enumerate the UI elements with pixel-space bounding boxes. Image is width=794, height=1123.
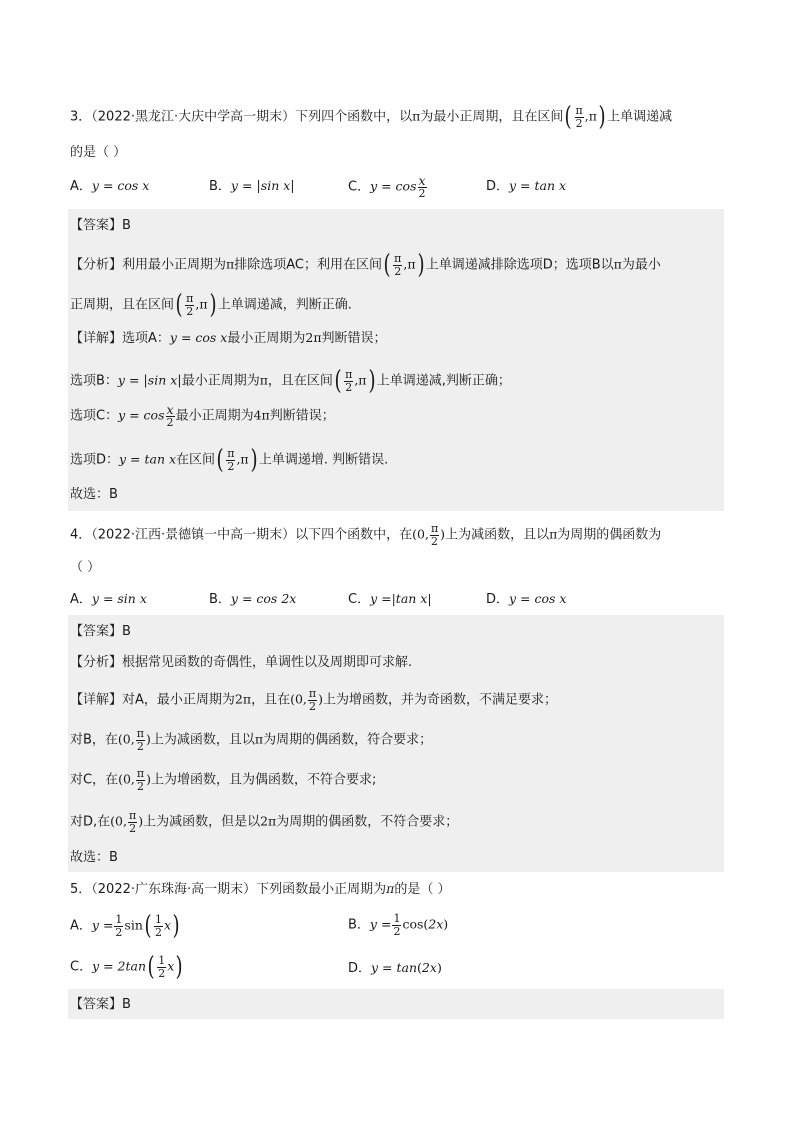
detail-text: 判断错误； xyxy=(321,331,387,346)
detail-text: 选项C： xyxy=(70,408,119,424)
right-paren: ) xyxy=(368,366,376,396)
denominator: 2 xyxy=(186,304,194,318)
q4-detail-c xyxy=(70,768,376,792)
right-paren: ) xyxy=(172,911,180,941)
pi-symbol: π xyxy=(254,731,264,747)
fraction-pi-over-2 xyxy=(308,688,317,712)
denominator: 2 xyxy=(227,459,235,473)
detail-text: ，且在区间 xyxy=(267,373,333,389)
detail-math: y = tan x xyxy=(119,451,177,467)
numerator: π xyxy=(430,522,439,535)
numerator: π xyxy=(136,767,145,780)
numerator: π xyxy=(227,446,235,460)
q3-detail-b xyxy=(70,368,511,394)
option-math: y = cos x xyxy=(91,178,150,193)
q3-stem-text: 3．（2022·黑龙江·大庆中学高一期末）下列四个函数中，以 xyxy=(70,109,413,125)
option-math: y = cos 2x xyxy=(230,591,297,606)
q3-stem-text: 上单调递减 xyxy=(607,109,673,125)
left-paren: ( xyxy=(417,960,422,975)
analysis-text: 正周期，且在区间 xyxy=(70,297,175,313)
numerator: π xyxy=(575,103,583,117)
interval-end: ) xyxy=(318,691,324,707)
detail-text: 最小正周期为 xyxy=(175,408,254,424)
denominator: 2 xyxy=(115,925,123,939)
numerator: π xyxy=(186,291,194,305)
interval-start: (0, xyxy=(412,526,429,542)
option-math: y = 2tan xyxy=(92,958,147,974)
pi-symbol: π xyxy=(549,526,558,542)
interval-end: ) xyxy=(145,731,151,747)
q4-choose xyxy=(70,851,118,864)
choose-text: 故选：B xyxy=(70,850,118,865)
option-math: y = tan x xyxy=(509,178,567,193)
fraction-pi-over-2 xyxy=(136,768,145,792)
detail-text: 上为减函数，且以 xyxy=(150,732,255,748)
analysis-text: 为最小 xyxy=(621,257,661,273)
fraction-one-half xyxy=(154,914,163,938)
detail-text: 选项B： xyxy=(70,373,118,389)
interval-end: ) xyxy=(146,771,152,787)
left-paren: ( xyxy=(564,102,572,132)
fraction-pi-over-2 xyxy=(344,369,353,393)
variable: x xyxy=(164,917,172,933)
interval-start: (0, xyxy=(290,691,307,707)
answer-text: 【答案】B xyxy=(70,997,131,1012)
abs-bar: | xyxy=(177,373,182,389)
q3-option-b xyxy=(209,180,295,193)
q3-answer xyxy=(70,219,131,232)
left-paren: ( xyxy=(216,445,224,475)
q5-option-b xyxy=(348,913,448,937)
fraction-one-half xyxy=(157,955,166,979)
option-label: D． xyxy=(348,961,372,976)
fraction-pi-over-2 xyxy=(575,105,584,129)
q3-stem-line1 xyxy=(70,104,672,130)
numerator: 1 xyxy=(115,912,123,926)
q4-option-d xyxy=(486,593,566,606)
detail-math: y = cos x xyxy=(169,330,228,345)
denominator: 2 xyxy=(136,739,144,753)
left-paren: ( xyxy=(144,911,152,941)
q4-option-b xyxy=(209,593,296,606)
numerator: π xyxy=(394,251,402,265)
denominator: 2 xyxy=(129,821,137,835)
option-math: y = cos xyxy=(370,178,417,194)
answer-text: 【答案】B xyxy=(70,624,131,639)
denominator: 2 xyxy=(137,779,144,793)
detail-text: 为周期的偶函数，符合要求； xyxy=(263,732,433,748)
right-paren: ) xyxy=(443,916,449,932)
denominator: 2 xyxy=(575,116,583,130)
q3-option-a xyxy=(70,180,149,193)
analysis-text: 排除选项AC；利用在区间 xyxy=(234,257,382,273)
option-label: A． xyxy=(70,918,92,934)
denominator: 2 xyxy=(345,380,353,394)
interval-start: (0, xyxy=(110,813,127,829)
q3-stem-text: 为最小正周期，且在区间 xyxy=(420,109,564,125)
choose-text: 故选：B xyxy=(70,487,118,502)
detail-text: 为周期的偶函数，不符合要求； xyxy=(276,814,459,830)
denominator: 2 xyxy=(418,187,426,201)
q4-stem-text: 为周期的偶函数为 xyxy=(557,527,662,543)
q4-detail-d xyxy=(70,810,458,834)
q3-option-c xyxy=(348,174,428,200)
option-math: y = tan xyxy=(371,960,418,975)
fraction-pi-over-2 xyxy=(393,253,402,277)
interval-end: ) xyxy=(138,813,144,829)
detail-text: 上为减函数，但是以 xyxy=(143,814,261,830)
option-label: A． xyxy=(70,179,92,194)
numerator: 1 xyxy=(155,912,163,926)
option-label: D． xyxy=(486,179,510,194)
denominator: 2 xyxy=(166,416,174,430)
left-paren: ( xyxy=(175,290,183,320)
q4-stem-text: 上为减函数，且以 xyxy=(445,527,550,543)
analysis-text: 上单调递减排除选项D；选项B以 xyxy=(425,257,614,273)
function-name: sin xyxy=(124,917,143,933)
numerator: 1 xyxy=(393,912,401,925)
option-label: B． xyxy=(209,179,231,194)
fraction-one-half xyxy=(114,914,123,938)
q5-solution-block xyxy=(68,989,724,1019)
detail-text: 在区间 xyxy=(176,452,216,468)
analysis-text: 上单调递减，判断正确. xyxy=(217,297,352,313)
fraction-x-over-2 xyxy=(166,403,175,429)
numerator: π xyxy=(128,809,137,822)
right-paren: ) xyxy=(175,952,183,982)
q3-choose xyxy=(70,488,118,501)
detail-text: 对B，在 xyxy=(70,732,118,748)
function-name: cos xyxy=(402,916,424,932)
abs-bar: | xyxy=(290,179,295,194)
detail-text: 对C，在 xyxy=(70,772,119,788)
option-label: C． xyxy=(348,592,371,607)
q3-analysis-line1 xyxy=(70,252,661,278)
option-label: B． xyxy=(348,917,370,933)
analysis-text: 【分析】利用最小正周期为 xyxy=(70,257,227,273)
interval-start: (0, xyxy=(118,771,135,787)
interval-end: ,π xyxy=(236,451,249,467)
detail-text: 选项D： xyxy=(70,452,120,468)
q3-option-d xyxy=(486,180,566,193)
right-paren: ) xyxy=(250,445,258,475)
detail-text: 【详解】对A，最小正周期为 xyxy=(70,692,235,708)
period-value: 4π xyxy=(253,407,270,423)
interval-end: ,π xyxy=(403,256,416,272)
detail-text: 上为增函数，并为奇函数，不满足要求； xyxy=(323,692,558,708)
q4-detail-b xyxy=(70,728,432,752)
detail-text: 最小正周期为 xyxy=(227,331,306,346)
answer-text: 【答案】B xyxy=(70,218,131,233)
q3-stem-line2 xyxy=(70,146,126,159)
q3-detail-d xyxy=(70,447,388,473)
option-math: y = xyxy=(369,916,392,932)
pi-symbol: π xyxy=(259,372,268,388)
q5-stem-text: 的是（ ） xyxy=(394,882,451,897)
detail-text: 最小正周期为 xyxy=(181,373,260,389)
period-value: 2π xyxy=(305,330,322,345)
pi-symbol: π xyxy=(386,881,395,896)
option-math: y = xyxy=(230,178,257,193)
detail-math: y = xyxy=(117,372,144,388)
fraction-pi-over-2 xyxy=(185,293,194,317)
denominator: 2 xyxy=(431,534,439,548)
interval-end: ,π xyxy=(195,296,208,312)
pi-symbol: π xyxy=(226,256,235,272)
option-math: y = xyxy=(91,917,114,933)
period-value: 2π xyxy=(234,691,252,707)
left-paren: ( xyxy=(423,916,429,932)
fraction-pi-over-2 xyxy=(430,523,439,547)
option-math: sin x xyxy=(260,178,291,193)
numerator: x xyxy=(166,402,174,417)
detail-math: sin x xyxy=(147,372,178,388)
option-math: y =|tan x| xyxy=(370,591,432,606)
option-label: B． xyxy=(209,592,231,607)
q5-option-c xyxy=(70,954,184,980)
q3-detail-a xyxy=(70,332,387,345)
q4-analysis xyxy=(70,656,412,669)
interval-start: (0, xyxy=(117,731,135,747)
q4-stem-text: （ ） xyxy=(70,560,101,575)
interval-end: ,π xyxy=(354,372,367,388)
option-label: D． xyxy=(486,592,510,607)
fraction-pi-over-2 xyxy=(128,810,137,834)
q4-detail-a xyxy=(70,688,557,712)
left-paren: ( xyxy=(334,366,342,396)
pi-symbol: π xyxy=(613,256,622,272)
variable: x xyxy=(167,958,175,974)
detail-math: y = cos xyxy=(118,407,165,423)
q5-stem-text: 5．（2022·广东珠海·高一期末）下列函数最小正周期为 xyxy=(70,882,387,897)
abs-bar: | xyxy=(256,179,261,194)
option-label: C． xyxy=(348,179,371,195)
interval-end: ,π xyxy=(584,108,597,124)
interval-end: ) xyxy=(440,526,446,542)
abs-bar: | xyxy=(143,373,148,389)
numerator: π xyxy=(345,367,353,381)
q4-stem-line1 xyxy=(70,523,661,547)
numerator: x xyxy=(418,173,426,188)
function-arg: 2x xyxy=(421,960,437,975)
q4-stem-line2 xyxy=(70,561,100,574)
detail-text: 上为增函数，且为偶函数，不符合要求; xyxy=(151,772,377,788)
option-math: y = cos x xyxy=(509,591,567,606)
right-paren: ) xyxy=(209,290,217,320)
q5-answer xyxy=(70,998,131,1011)
option-label: C． xyxy=(70,959,93,975)
numerator: 1 xyxy=(158,953,166,967)
option-label: A． xyxy=(70,592,92,607)
denominator: 2 xyxy=(309,699,317,713)
period-value: 2π xyxy=(260,813,277,829)
left-paren: ( xyxy=(383,250,391,280)
fraction-pi-over-2 xyxy=(136,728,145,752)
right-paren: ) xyxy=(417,250,425,280)
denominator: 2 xyxy=(394,264,402,278)
numerator: π xyxy=(308,687,317,700)
q3-detail-c xyxy=(70,403,335,429)
detail-text: 上单调递减,判断正确； xyxy=(376,373,511,389)
detail-text: 对D,在 xyxy=(70,814,111,830)
fraction-one-half xyxy=(392,913,401,937)
option-math: y = sin x xyxy=(91,591,147,606)
q4-option-a xyxy=(70,593,147,606)
fraction-x-over-2 xyxy=(418,174,427,200)
q5-option-d xyxy=(348,962,442,975)
detail-text: 判断错误； xyxy=(269,408,335,424)
right-paren: ) xyxy=(436,960,442,975)
q4-answer xyxy=(70,625,131,638)
q3-stem-text: 的是（ ） xyxy=(70,145,127,160)
analysis-text: 【分析】根据常见函数的奇偶性，单调性以及周期即可求解. xyxy=(70,655,413,670)
numerator: π xyxy=(136,727,144,740)
detail-text: 【详解】选项A： xyxy=(70,331,170,346)
detail-text: ，且在 xyxy=(251,692,291,708)
detail-text: 上单调递增. 判断错误. xyxy=(258,452,389,468)
denominator: 2 xyxy=(158,966,166,980)
denominator: 2 xyxy=(155,925,163,939)
right-paren: ) xyxy=(598,102,606,132)
q3-analysis-line2 xyxy=(70,292,352,318)
q4-stem-text: 4．（2022·江西·景德镇一中高一期末）以下四个函数中，在 xyxy=(70,527,413,543)
q4-option-c xyxy=(348,593,432,606)
q5-stem xyxy=(70,883,450,896)
function-arg: 2x xyxy=(428,916,444,932)
q5-option-a xyxy=(70,913,181,939)
pi-symbol: π xyxy=(412,108,421,124)
left-paren: ( xyxy=(147,952,155,982)
fraction-pi-over-2 xyxy=(226,448,235,472)
denominator: 2 xyxy=(393,924,401,938)
